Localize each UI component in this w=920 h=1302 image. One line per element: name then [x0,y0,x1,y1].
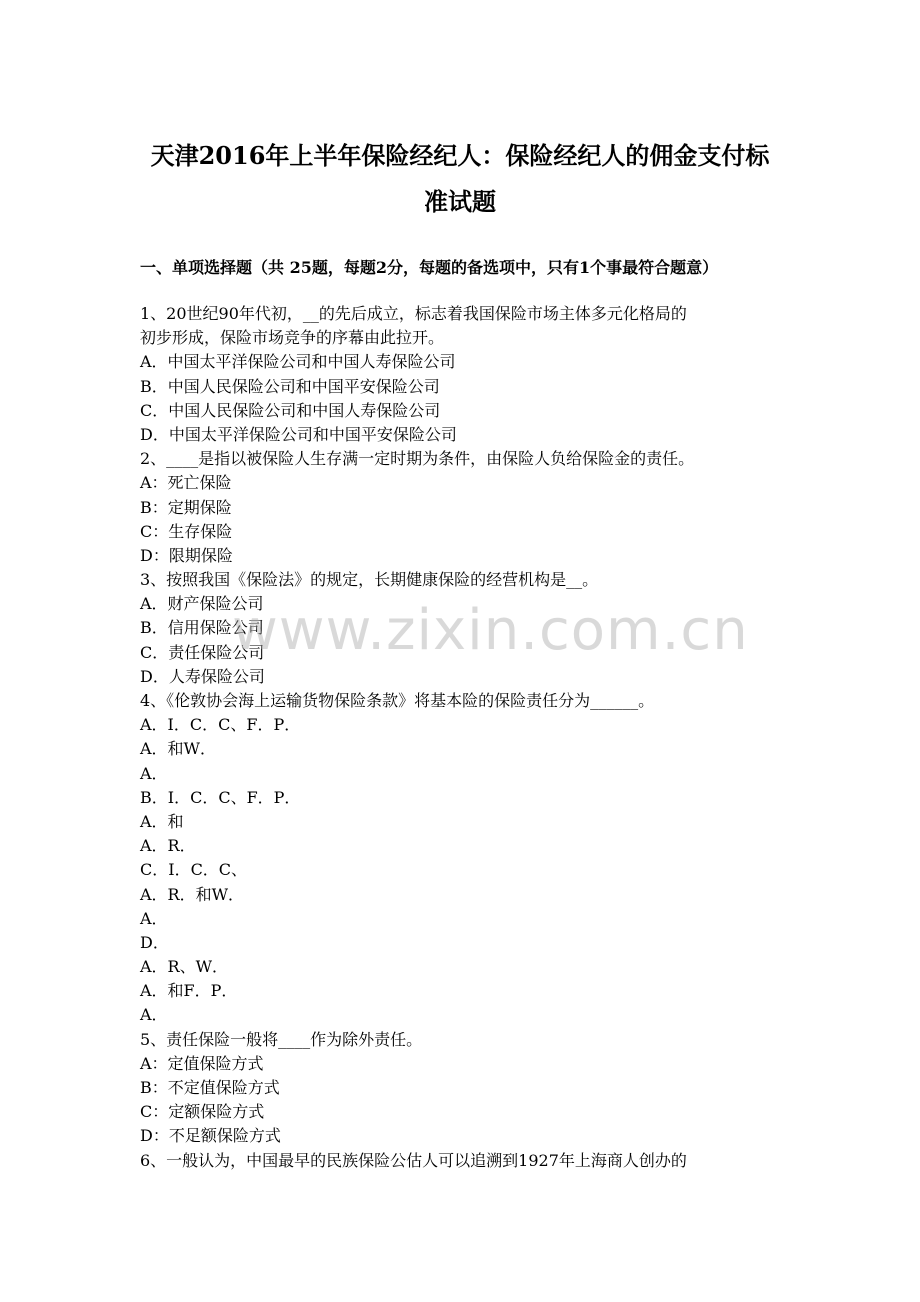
option-line: C：生存保险 [140,521,233,541]
option-line: A．中国太平洋保险公司和中国人寿保险公司 [140,352,456,372]
option-line: C．中国人民保险公司和中国人寿保险公司 [140,400,441,420]
document-title [120,133,800,225]
option-line: A． [140,763,168,783]
option-line: B．中国人民保险公司和中国平安保险公司 [140,376,440,396]
option-line: D． [140,932,169,952]
option-line: C．I．C．C、 [140,860,248,880]
question-line: 6、一般认为，中国最早的民族保险公估人可以追溯到1927年上海商人创办的 [140,1150,687,1170]
watermark: www.zixin.com.cn [232,598,749,663]
option-line: B．I．C．C、F．P． [140,787,301,807]
option-line: A． [140,1005,168,1025]
option-line: A．R、W． [140,957,229,977]
option-line: B．信用保险公司 [140,618,264,638]
title-line-2: 准试题 [424,187,496,216]
option-line: B：不定值保险方式 [140,1078,280,1097]
option-line: C：定额保险方式 [140,1102,265,1122]
title-line-1: 天津2016年上半年保险经纪人：保险经纪人的佣金支付标 [150,141,770,170]
option-line: A．R．和W． [140,884,245,904]
option-line: A．R． [140,836,196,856]
option-line: C．责任保险公司 [140,642,265,662]
option-line: A．和 [140,811,184,831]
option-line: D：限期保险 [140,545,233,565]
question-list [140,302,785,1173]
question-line: 1、20世纪90年代初，__的先后成立，标志着我国保险市场主体多元化格局的 [140,304,687,323]
option-line: A．I．C．C、F．P． [140,715,301,735]
option-line: A． [140,908,168,928]
question-line: 3、按照我国《保险法》的规定，长期健康保险的经营机构是__。 [140,570,599,590]
option-line: B：定期保险 [140,497,232,517]
question-line: 2、____是指以被保险人生存满一定时期为条件，由保险人负给保险金的责任。 [140,449,695,469]
option-line: A．财产保险公司 [140,594,264,614]
option-line: D：不足额保险方式 [140,1126,281,1146]
question-line: 4、《伦敦协会海上运输货物保险条款》将基本险的保险责任分为______。 [140,691,655,710]
option-line: D．中国太平洋保险公司和中国平安保险公司 [140,424,457,444]
option-line: A：死亡保险 [140,473,232,493]
option-line: A：定值保险方式 [140,1053,264,1073]
section-heading: 一、单项选择题（共 25题，每题2分，每题的备选项中，只有1个事最符合题意） [140,258,719,277]
option-line: A．和F．P． [140,981,238,1001]
question-line: 初步形成，保险市场竞争的序幕由此拉开。 [140,328,445,348]
question-line: 5、责任保险一般将____作为除外责任。 [140,1029,423,1049]
option-line: D．人寿保险公司 [140,666,265,686]
option-line: A．和W． [140,739,217,759]
